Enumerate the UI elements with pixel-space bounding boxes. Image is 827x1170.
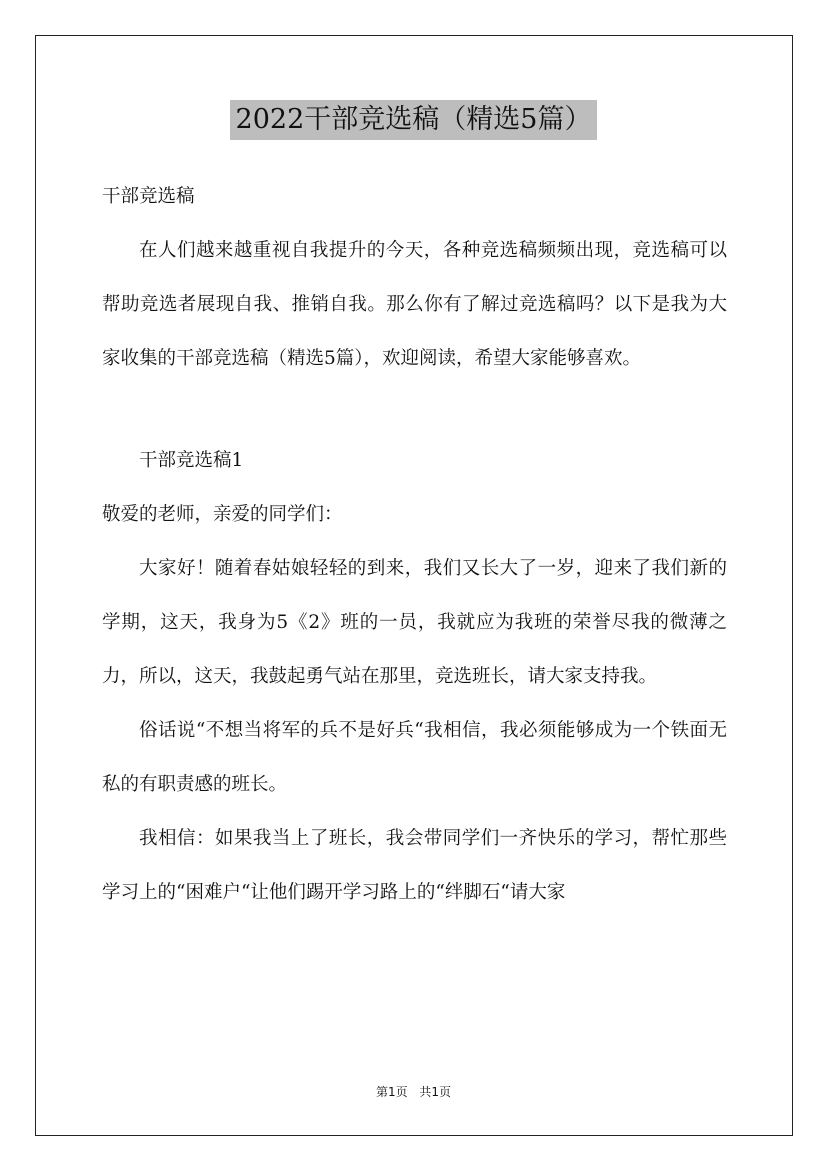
page-number-total: 共1页 xyxy=(419,1085,452,1099)
page-footer xyxy=(0,1083,827,1100)
spacer xyxy=(102,386,727,434)
body-paragraph: 我相信：如果我当上了班长，我会带同学们一齐快乐的学习，帮忙那些学习上的“困难户“让他们踢开学习路上的“绊脚石“请大家 xyxy=(102,828,727,903)
intro-paragraph: 在人们越来越重视自我提升的今天，各种竞选稿频频出现，竞选稿可以帮助竞选者展现自我、推销自我。那么你有了解过竞选稿吗？以下是我为大家收集的干部竞选稿（精选5篇），欢迎阅读，希望大家能够喜欢。 xyxy=(102,240,727,369)
document-body xyxy=(102,170,727,920)
salutation: 敬爱的老师，亲爱的同学们： xyxy=(102,504,343,525)
body-paragraph: 俗话说“不想当将军的兵不是好兵“我相信，我必须能够成为一个铁面无私的有职责感的班长。 xyxy=(102,720,727,795)
section-label: 干部竞选稿 xyxy=(102,186,195,207)
body-paragraph: 大家好！随着春姑娘轻轻的到来，我们又长大了一岁，迎来了我们新的学期，这天，我身为5《2》班的一员，我就应为我班的荣誉尽我的微薄之力，所以，这天，我鼓起勇气站在那里，竞选班长，请大家支持我。 xyxy=(102,558,727,687)
document-title: 2022干部竞选稿（精选5篇） xyxy=(230,100,598,140)
title-wrap xyxy=(0,100,827,140)
subtitle-1: 干部竞选稿1 xyxy=(139,450,244,471)
page-number-current: 第1页 xyxy=(375,1085,408,1099)
